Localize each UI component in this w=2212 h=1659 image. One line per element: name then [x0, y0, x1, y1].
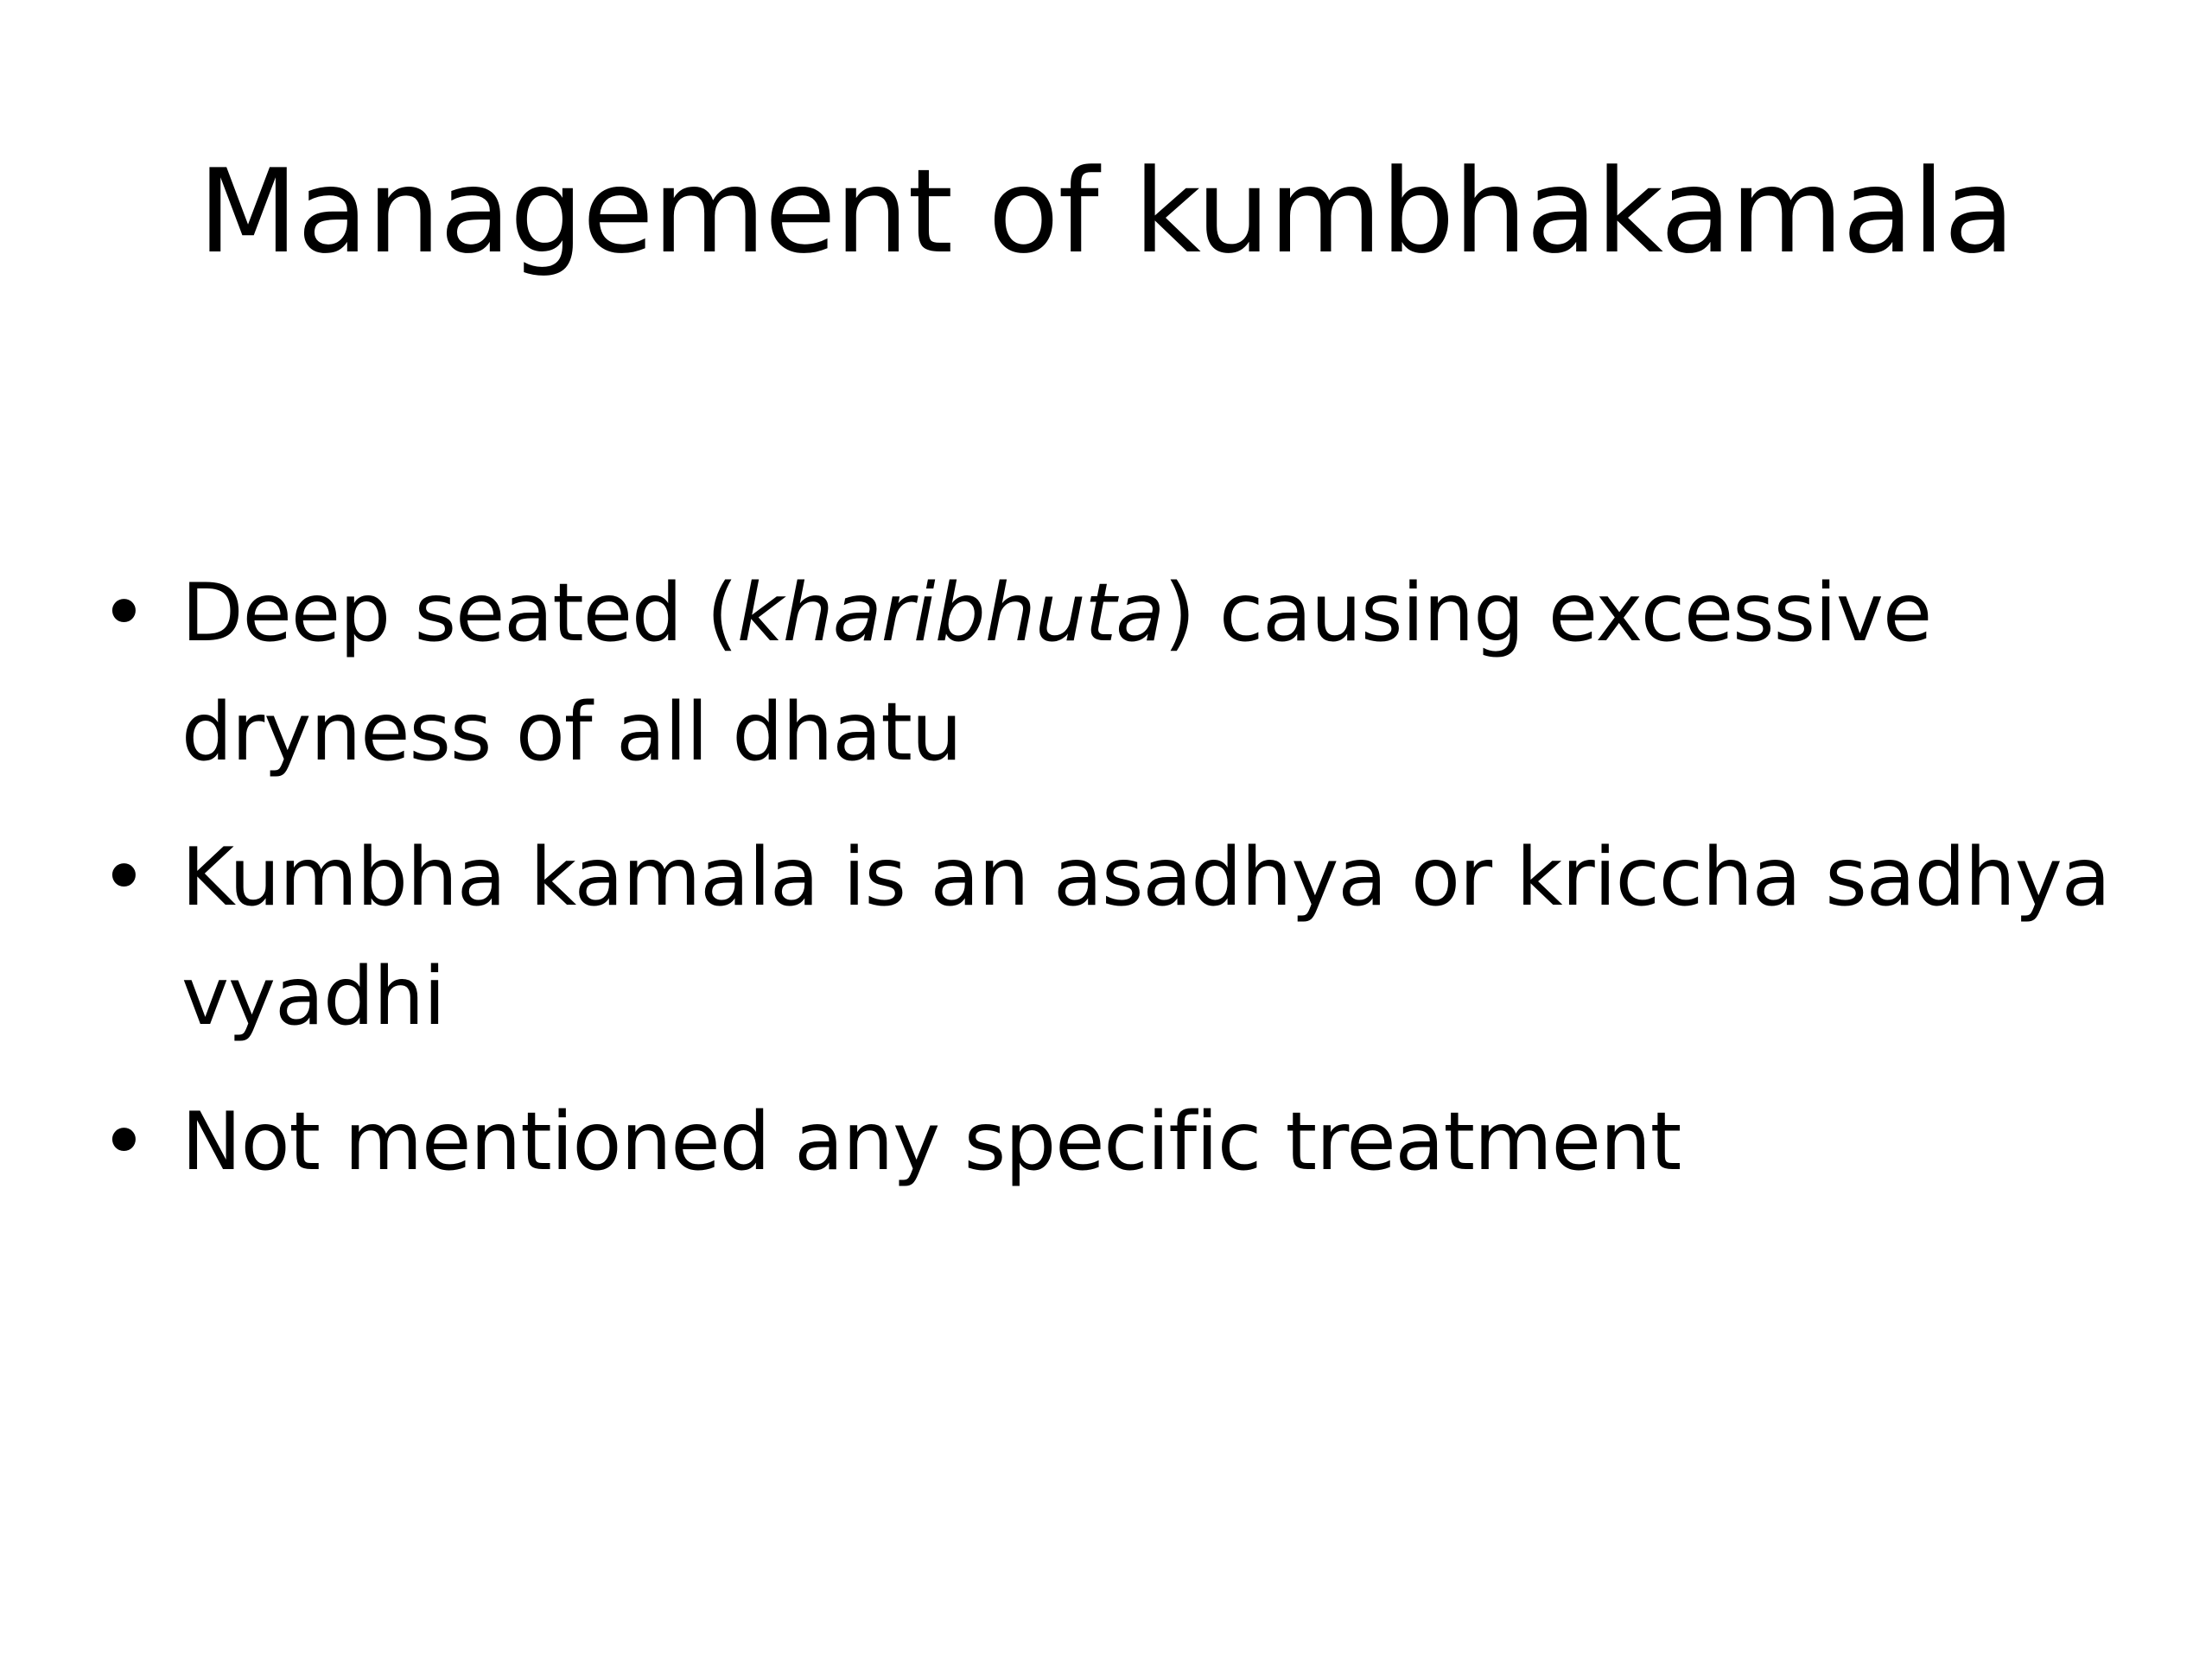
- bullet-1-text-start: Deep seated (: [181, 566, 737, 659]
- bullet-3-text: Not mentioned any specific treatment: [181, 1095, 1681, 1188]
- bullet-icon: •: [100, 1095, 147, 1188]
- bullet-icon: •: [100, 566, 147, 659]
- bullet-item-3: [86, 1082, 2143, 1201]
- bullet-1-italic-term: kharibhuta: [736, 566, 1165, 659]
- bullet-2-text: Kumbha kamala is an asadhya or kriccha sadhya vyadhi: [181, 830, 2110, 1043]
- bullet-1-text-end: ) causing excessive dryness of all dhatu: [181, 566, 1932, 779]
- bullet-list: [86, 553, 2143, 1227]
- slide-title: Management of kumbhakamala: [198, 144, 2014, 279]
- bullet-item-2: [86, 817, 2143, 1056]
- bullet-item-1: [86, 553, 2143, 791]
- bullet-icon: •: [100, 830, 147, 924]
